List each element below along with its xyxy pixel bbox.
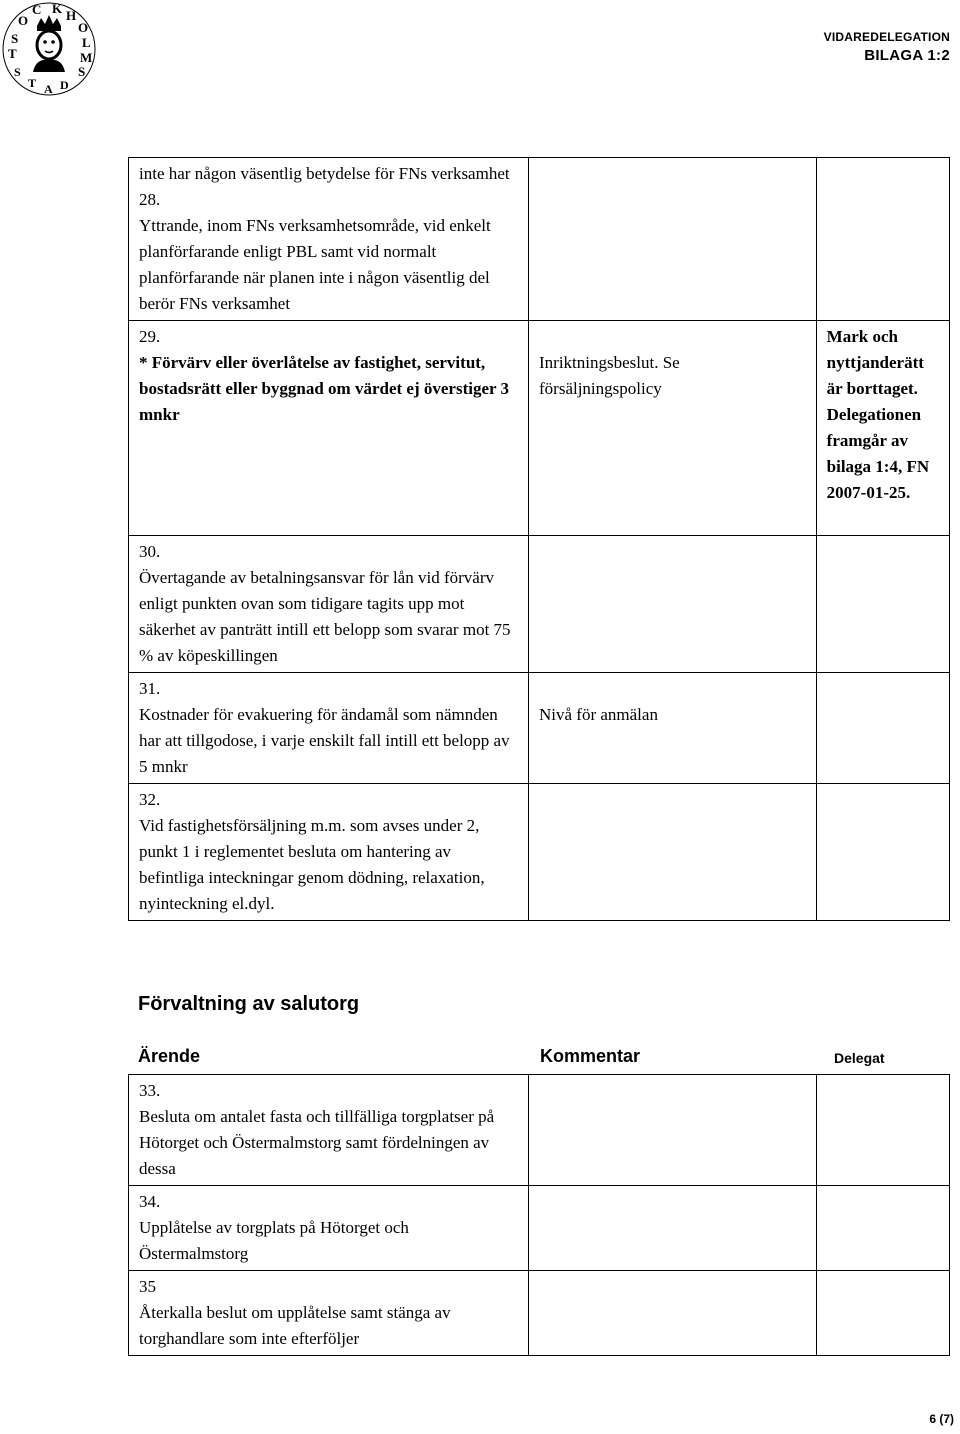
table-row: [129, 536, 950, 673]
header-line-2: BILAGA 1:2: [864, 47, 950, 64]
table-row: [129, 158, 950, 321]
column-header-kommentar: Kommentar: [540, 1046, 641, 1066]
kommentar-cell: [529, 1271, 817, 1356]
table-row: [129, 1075, 950, 1186]
arende-cell: [129, 1075, 529, 1186]
table-row: [129, 1186, 950, 1271]
kommentar-cell: [529, 1075, 817, 1186]
item-number: 28.: [139, 190, 161, 209]
kommentar-cell: [529, 536, 817, 673]
arende-cell: [129, 158, 529, 321]
delegat-cell: [816, 673, 949, 784]
delegat-cell: [816, 1271, 949, 1356]
delegat-cell: [816, 158, 949, 321]
svg-text:T: T: [28, 76, 37, 90]
item-number: 29.: [139, 327, 161, 346]
item-text: inte har någon väsentlig betydelse för FNs verksamhet: [139, 164, 510, 183]
svg-text:S: S: [78, 64, 86, 79]
item-text: Upplåtelse av torgplats på Hötorget och Östermalmstorg: [139, 1218, 409, 1263]
svg-text:S: S: [11, 31, 19, 46]
svg-text:K: K: [52, 1, 63, 16]
kommentar-cell: [529, 158, 817, 321]
arende-cell: [129, 321, 529, 536]
svg-text:L: L: [82, 35, 91, 50]
item-text: Kostnader för evakuering för ändamål som nämnden har att tillgodose, i varje enskilt fall intill ett belopp av 5 mnkr: [139, 705, 510, 776]
delegation-table-upper: [128, 157, 950, 921]
item-text: Återkalla beslut om upplåtelse samt stänga av torghandlare som inte efterföljer: [139, 1303, 451, 1348]
column-header-delegat: Delegat: [834, 1050, 885, 1066]
delegat-cell: [816, 784, 949, 921]
item-text: Vid fastighetsförsäljning m.m. som avses under 2, punkt 1 i reglementet besluta om hantering av befintliga inteckningar genom dödning, relaxation, nyinteckning el.dyl.: [139, 816, 485, 913]
item-text: Övertagande av betalningsansvar för lån vid förvärv enligt punkten ovan som tidigare tagits upp mot säkerhet av panträtt intill ett belopp som svarar mot 75 % av köpeskillingen: [139, 568, 511, 665]
svg-text:D: D: [60, 78, 69, 92]
delegat-cell: [816, 321, 949, 536]
svg-text:H: H: [66, 8, 77, 23]
arende-cell: [129, 1271, 529, 1356]
delegat-cell: [816, 1186, 949, 1271]
delegat-cell: [816, 1075, 949, 1186]
arende-cell: [129, 536, 529, 673]
table-row: [129, 1271, 950, 1356]
item-text: Besluta om antalet fasta och tillfälliga torgplatser på Hötorget och Östermalmstorg samt fördelningen av dessa: [139, 1107, 495, 1178]
column-header-arende: Ärende: [138, 1046, 201, 1066]
page-number: 6 (7): [929, 1412, 954, 1426]
table-row: [129, 784, 950, 921]
arende-cell: [129, 1186, 529, 1271]
table-row: [129, 673, 950, 784]
svg-text:T: T: [8, 46, 17, 61]
delegation-table-salutorg: [128, 1074, 950, 1356]
svg-text:A: A: [44, 82, 53, 96]
svg-text:S: S: [14, 65, 21, 79]
svg-text:O: O: [78, 20, 89, 35]
delegat-note: Mark och nyttjanderätt är borttaget. Delegationen framgår av bilaga 1:4, FN 2007-01-25.: [826, 327, 930, 502]
comment-text: Inriktningsbeslut. Se försäljningspolicy: [539, 353, 680, 398]
stockholms-stad-logo: [0, 0, 98, 98]
kommentar-cell: [529, 1186, 817, 1271]
svg-text:M: M: [80, 50, 93, 65]
table-row: [129, 321, 950, 536]
item-number: 35: [139, 1277, 156, 1296]
arende-cell: [129, 673, 529, 784]
item-text: * Förvärv eller överlåtelse av fastighet, servitut, bostadsrätt eller byggnad om värdet ej överstiger 3 mnkr: [139, 353, 510, 424]
svg-text:C: C: [32, 2, 42, 17]
kommentar-cell: [529, 784, 817, 921]
arende-cell: [129, 784, 529, 921]
document-header: [824, 30, 950, 64]
item-number: 34.: [139, 1192, 161, 1211]
delegat-cell: [816, 536, 949, 673]
item-text: Yttrande, inom FNs verksamhetsområde, vid enkelt planförfarande enligt PBL samt vid normalt planförfarande när planen inte i någon väsentlig del berör FNs verksamhet: [139, 216, 491, 313]
kommentar-cell: [529, 673, 817, 784]
header-line-1: VIDAREDELEGATION: [823, 30, 950, 44]
svg-text:O: O: [18, 13, 29, 28]
comment-text: Nivå för anmälan: [539, 705, 658, 724]
section-title: Förvaltning av salutorg: [138, 993, 360, 1015]
item-number: 33.: [139, 1081, 161, 1100]
item-number: 32.: [139, 790, 161, 809]
kommentar-cell: [529, 321, 817, 536]
item-number: 31.: [139, 679, 161, 698]
item-number: 30.: [139, 542, 161, 561]
